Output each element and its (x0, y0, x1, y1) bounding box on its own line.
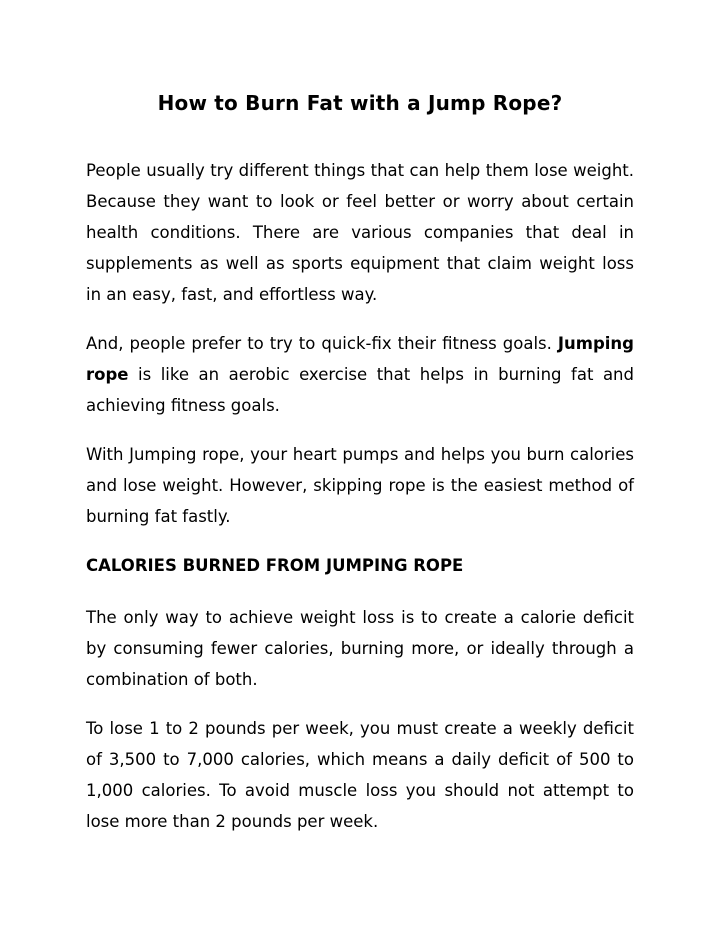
paragraph-jumping-rope-rest: is like an aerobic exercise that helps in burning fat and achieving fitness goals. (86, 365, 634, 415)
jumping-rope-keyword: Jumping rope (86, 334, 634, 384)
paragraph-calorie-deficit: The only way to achieve weight loss is to create a calorie deficit by consuming fewer calories, burning more, or ideally through a combination of both. (86, 608, 634, 689)
paragraph-heart-pumps: With Jumping rope, your heart pumps and helps you burn calories and lose weight. However, skipping rope is the easiest method of burning fat fastly. (86, 445, 634, 526)
paragraph-jumping-rope (86, 328, 634, 421)
paragraph-intro: People usually try different things that can help them lose weight. Because they want to look or feel better or worry about certain health conditions. There are various companies that deal in supplements as well as sports equipment that claim weight loss in an easy, fast, and effortless way. (86, 161, 634, 304)
page-title: How to Burn Fat with a Jump Rope? (157, 91, 563, 115)
paragraph-jumping-rope-intro: And, people prefer to try to quick-fix their fitness goals. (86, 334, 552, 353)
section-heading-calories: CALORIES BURNED FROM JUMPING ROPE (86, 556, 464, 575)
paragraph-weekly-deficit: To lose 1 to 2 pounds per week, you must create a weekly deficit of 3,500 to 7,000 calories, which means a daily deficit of 500 to 1,000 calories. To avoid muscle loss you should not attempt to lose more than 2 pounds per week. (86, 719, 634, 831)
